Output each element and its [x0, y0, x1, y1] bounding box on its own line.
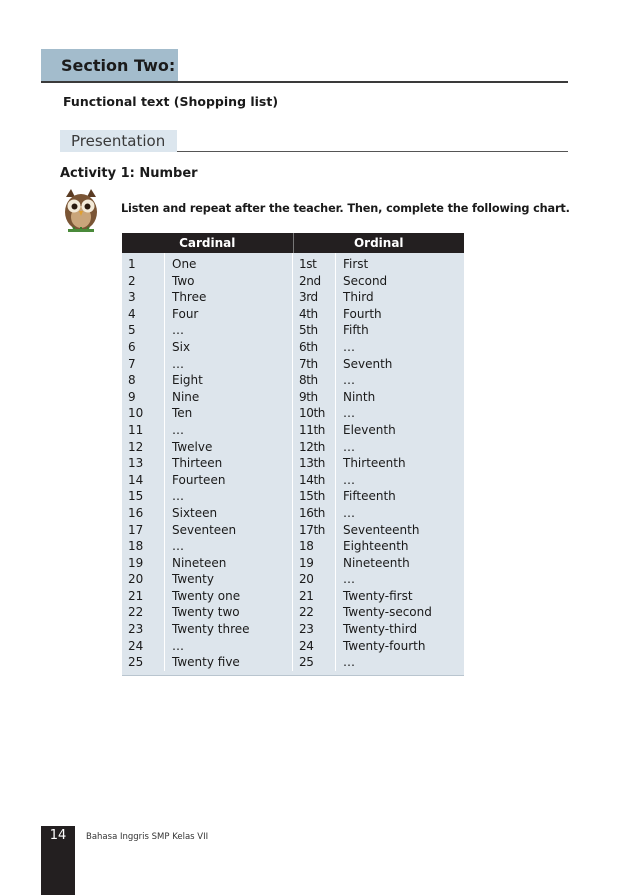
cardinal-number-cell: 15	[128, 489, 144, 504]
cardinal-word-cell: Thirteen	[172, 456, 223, 471]
cardinal-number-cell: 24	[128, 638, 144, 653]
ordinal-number-cell: 2nd	[299, 273, 321, 288]
cardinal-word-cell: Ten	[172, 406, 193, 421]
cardinal-word-cell: …	[172, 356, 184, 371]
ordinal-word-cell: Seventeenth	[343, 522, 420, 537]
cardinal-number-cell: 12	[128, 439, 144, 454]
cardinal-number-cell: 14	[128, 472, 144, 487]
presentation-label: Presentation	[71, 132, 166, 150]
cardinal-word-cell: Fourteen	[172, 472, 226, 487]
cardinal-word-cell: Twenty	[172, 572, 214, 587]
ordinal-number-cell: 14th	[299, 472, 325, 487]
ordinal-number-cell: 4th	[299, 306, 318, 321]
page-number: 14	[49, 828, 67, 843]
cardinal-number-cell: 11	[128, 422, 144, 437]
ordinal-number-cell: 3rd	[299, 290, 318, 305]
ordinal-number-column	[293, 253, 336, 671]
cardinal-word-cell: Seventeen	[172, 522, 237, 537]
ordinal-header: Ordinal	[293, 233, 465, 253]
ordinal-number-cell: 23	[299, 622, 314, 637]
ordinal-word-cell: …	[343, 505, 355, 520]
cardinal-word-cell: Twenty one	[172, 588, 241, 603]
cardinal-number-cell: 7	[128, 356, 136, 371]
ordinal-number-cell: 22	[299, 605, 314, 620]
ordinal-number-cell: 17th	[299, 522, 325, 537]
ordinal-word-cell: …	[343, 339, 355, 354]
cardinal-number-cell: 19	[128, 555, 144, 570]
ordinal-word-cell: Eleventh	[343, 422, 396, 437]
owl-icon	[60, 187, 102, 233]
cardinal-word-cell: …	[172, 323, 184, 338]
cardinal-number-cell: 5	[128, 323, 136, 338]
cardinal-word-cell: …	[172, 422, 184, 437]
cardinal-word-cell: …	[172, 638, 184, 653]
cardinal-word-cell: Three	[172, 290, 207, 305]
cardinal-number-cell: 1	[128, 257, 136, 271]
cardinal-word-column	[165, 253, 293, 671]
ordinal-word-cell: …	[343, 472, 355, 487]
ordinal-word-cell: Thirteenth	[343, 456, 406, 471]
cardinal-word-cell: …	[172, 539, 184, 554]
cardinal-number-cell: 20	[128, 572, 144, 587]
ordinal-number-cell: 16th	[299, 505, 325, 520]
cardinal-number-cell: 17	[128, 522, 144, 537]
ordinal-number-cell: 15th	[299, 489, 325, 504]
ordinal-word-cell: Twenty-first	[343, 588, 413, 603]
cardinal-number-cell: 10	[128, 406, 144, 421]
cardinal-word-cell: Nine	[172, 389, 200, 404]
ordinal-word-cell: Twenty-second	[343, 605, 432, 620]
ordinal-number-cell: 11th	[299, 422, 325, 437]
section-subtitle: Functional text (Shopping list)	[63, 94, 279, 109]
ordinal-number-cell: 7th	[299, 356, 318, 371]
ordinal-number-cell: 10th	[299, 406, 325, 421]
cardinal-number-cell: 9	[128, 389, 136, 404]
number-chart	[122, 233, 464, 676]
cardinal-word-cell: Twenty five	[172, 655, 240, 670]
cardinal-word-cell: Nineteen	[172, 555, 227, 570]
ordinal-word-cell: Second	[343, 273, 388, 288]
ordinal-number-cell: 20	[299, 572, 314, 587]
ordinal-number-cell: 24	[299, 638, 314, 653]
ordinal-number-cell: 8th	[299, 373, 318, 388]
cardinal-word-cell: Eight	[172, 373, 203, 388]
cardinal-word-cell: One	[172, 257, 197, 271]
ordinal-word-cell: …	[343, 572, 355, 587]
ordinal-number-cell: 19	[299, 555, 314, 570]
ordinal-number-cell: 12th	[299, 439, 325, 454]
ordinal-number-cell: 25	[299, 655, 314, 670]
activity-title: Activity 1: Number	[60, 166, 198, 181]
ordinal-word-cell: Seventh	[343, 356, 393, 371]
cardinal-word-cell: Two	[172, 273, 195, 288]
ordinal-word-cell: Fourth	[343, 306, 382, 321]
ordinal-word-cell: Twenty-third	[343, 622, 418, 637]
ordinal-word-cell: …	[343, 373, 355, 388]
chart-body	[122, 253, 464, 676]
ordinal-number-cell: 9th	[299, 389, 318, 404]
cardinal-word-cell: Twenty three	[172, 622, 250, 637]
ordinal-word-cell: …	[343, 655, 355, 670]
ordinal-number-cell: 1st	[299, 257, 317, 271]
activity-instruction: Listen and repeat after the teacher. Then, complete the following chart.	[121, 202, 570, 215]
ordinal-word-cell: First	[343, 257, 369, 271]
cardinal-number-cell: 21	[128, 588, 144, 603]
cardinal-word-cell: Six	[172, 339, 191, 354]
section-title: Section Two:	[61, 56, 176, 75]
ordinal-number-cell: 6th	[299, 339, 318, 354]
cardinal-number-cell: 16	[128, 505, 144, 520]
cardinal-number-cell: 22	[128, 605, 144, 620]
ordinal-number-cell: 21	[299, 588, 314, 603]
ordinal-word-cell: Eighteenth	[343, 539, 409, 554]
ordinal-word-cell: …	[343, 439, 355, 454]
ordinal-number-cell: 18	[299, 539, 314, 554]
ordinal-word-cell: …	[343, 406, 355, 421]
cardinal-number-cell: 6	[128, 339, 136, 354]
cardinal-number-cell: 23	[128, 622, 144, 637]
cardinal-number-cell: 25	[128, 655, 144, 670]
ordinal-word-cell: Third	[343, 290, 374, 305]
ordinal-word-cell: Fifth	[343, 323, 369, 338]
section-divider	[41, 81, 568, 83]
ordinal-number-cell: 5th	[299, 323, 318, 338]
cardinal-word-cell: Four	[172, 306, 199, 321]
cardinal-header: Cardinal	[179, 236, 236, 250]
cardinal-number-cell: 13	[128, 456, 144, 471]
cardinal-number-cell: 3	[128, 290, 136, 305]
book-title: Bahasa Inggris SMP Kelas VII	[86, 832, 209, 842]
ordinal-word-cell: Fifteenth	[343, 489, 396, 504]
ordinal-number-cell: 13th	[299, 456, 325, 471]
ordinal-word-cell: Nineteenth	[343, 555, 410, 570]
cardinal-number-column	[122, 253, 165, 671]
cardinal-word-cell: Sixteen	[172, 505, 218, 520]
chart-header	[122, 233, 464, 253]
cardinal-number-cell: 18	[128, 539, 144, 554]
cardinal-word-cell: Twenty two	[172, 605, 240, 620]
cardinal-word-cell: …	[172, 489, 184, 504]
ordinal-word-cell: Twenty-fourth	[343, 638, 426, 653]
cardinal-word-cell: Twelve	[172, 439, 213, 454]
cardinal-number-cell: 8	[128, 373, 136, 388]
ordinal-word-cell: Ninth	[343, 389, 376, 404]
cardinal-number-cell: 4	[128, 306, 136, 321]
ordinal-word-column	[336, 253, 464, 671]
presentation-divider	[177, 151, 568, 152]
cardinal-number-cell: 2	[128, 273, 136, 288]
